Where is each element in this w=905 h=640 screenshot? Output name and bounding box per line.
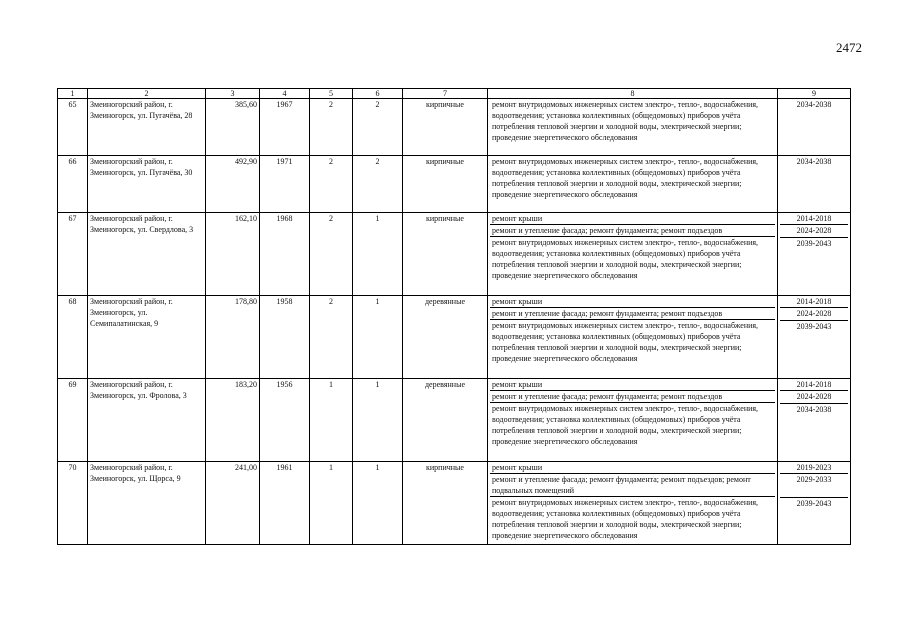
year-cell: 1961 [260, 462, 310, 545]
work-period: 2034-2038 [796, 100, 832, 109]
work-item: ремонт крыши [492, 380, 543, 389]
work-period: 2039-2043 [780, 497, 848, 543]
periods-cell [778, 99, 851, 156]
year-cell: 1971 [260, 156, 310, 213]
works-cell [488, 213, 778, 296]
work-period: 2029-2033 [780, 473, 848, 497]
work-item: ремонт и утепление фасада; ремонт фундамента; ремонт подъездов [490, 224, 775, 236]
address-cell: Змеиногорский район, г. Змеиногорск, ул. Свердлова, 3 [88, 213, 206, 296]
table-row [58, 379, 851, 462]
work-item: ремонт внутридомовых инженерных систем электро-, тепло-, водоснабжения, водоотведения; установка коллективных (общедомовых) приборов учёта потребления тепловой энергии и холодной воды, электрической энергии; проведение энергетического обследования [490, 402, 775, 447]
works-cell [488, 156, 778, 213]
work-period: 2014-2018 [796, 214, 832, 223]
work-item: ремонт крыши [492, 463, 543, 472]
floors-cell: 2 [310, 99, 353, 156]
entrances-cell: 1 [353, 296, 403, 379]
column-header: 9 [778, 89, 851, 99]
work-period: 2034-2038 [796, 157, 832, 166]
table-row [58, 156, 851, 213]
entrances-cell: 2 [353, 99, 403, 156]
row-number: 69 [58, 379, 88, 462]
work-period: 2024-2028 [780, 390, 848, 403]
row-number: 68 [58, 296, 88, 379]
year-cell: 1958 [260, 296, 310, 379]
floors-cell: 1 [310, 462, 353, 545]
entrances-cell: 2 [353, 156, 403, 213]
year-cell: 1967 [260, 99, 310, 156]
floors-cell: 2 [310, 213, 353, 296]
work-period: 2024-2028 [780, 307, 848, 320]
periods-cell [778, 462, 851, 545]
work-item: ремонт крыши [492, 297, 543, 306]
work-item: ремонт крыши [492, 214, 543, 223]
works-cell [488, 379, 778, 462]
area-cell: 178,80 [206, 296, 260, 379]
floors-cell: 2 [310, 296, 353, 379]
wall-material-cell: деревянные [403, 296, 488, 379]
area-cell: 385,60 [206, 99, 260, 156]
column-header: 5 [310, 89, 353, 99]
work-period: 2039-2043 [780, 320, 848, 366]
housing-repair-table [57, 88, 851, 545]
row-number: 67 [58, 213, 88, 296]
work-period: 2014-2018 [796, 380, 832, 389]
periods-cell [778, 213, 851, 296]
address-cell: Змеиногорский район, г. Змеиногорск, ул. Пугачёва, 28 [88, 99, 206, 156]
table-row [58, 213, 851, 296]
area-cell: 241,00 [206, 462, 260, 545]
table-header-row [58, 89, 851, 99]
periods-cell [778, 156, 851, 213]
area-cell: 492,90 [206, 156, 260, 213]
address-cell: Змеиногорский район, г. Змеиногорск, ул. Фролова, 3 [88, 379, 206, 462]
work-item: ремонт внутридомовых инженерных систем электро-, тепло-, водоснабжения, водоотведения; установка коллективных (общедомовых) приборов учёта потребления тепловой энергии и холодной воды, электрической энергии; проведение энергетического обследования [490, 236, 775, 281]
column-header: 2 [88, 89, 206, 99]
floors-cell: 2 [310, 156, 353, 213]
address-cell: Змеиногорский район, г. Змеиногорск, ул. Пугачёва, 30 [88, 156, 206, 213]
wall-material-cell: кирпичные [403, 462, 488, 545]
address-cell: Змеиногорский район, г. Змеиногорск, ул. Семипалатинская, 9 [88, 296, 206, 379]
column-header: 3 [206, 89, 260, 99]
row-number: 70 [58, 462, 88, 545]
column-header: 4 [260, 89, 310, 99]
wall-material-cell: кирпичные [403, 213, 488, 296]
work-period: 2024-2028 [780, 224, 848, 237]
area-cell: 183,20 [206, 379, 260, 462]
column-header: 8 [488, 89, 778, 99]
entrances-cell: 1 [353, 462, 403, 545]
address-cell: Змеиногорский район, г. Змеиногорск, ул. Щорса, 9 [88, 462, 206, 545]
work-period: 2034-2038 [780, 403, 848, 449]
work-period: 2039-2043 [780, 237, 848, 283]
work-item: ремонт и утепление фасада; ремонт фундамента; ремонт подъездов; ремонт подвальных помещений [490, 473, 775, 496]
entrances-cell: 1 [353, 379, 403, 462]
wall-material-cell: кирпичные [403, 99, 488, 156]
row-number: 66 [58, 156, 88, 213]
table-row [58, 296, 851, 379]
work-period: 2014-2018 [796, 297, 832, 306]
table-row [58, 99, 851, 156]
wall-material-cell: деревянные [403, 379, 488, 462]
work-item: ремонт внутридомовых инженерных систем электро-, тепло-, водоснабжения, водоотведения; установка коллективных (общедомовых) приборов учёта потребления тепловой энергии и холодной воды, электрической энергии; проведение энергетического обследования [492, 100, 759, 142]
work-item: ремонт внутридомовых инженерных систем электро-, тепло-, водоснабжения, водоотведения; установка коллективных (общедомовых) приборов учёта потребления тепловой энергии и холодной воды, электрической энергии; проведение энергетического обследования [490, 496, 775, 541]
page-number: 2472 [836, 40, 862, 55]
year-cell: 1956 [260, 379, 310, 462]
column-header: 1 [58, 89, 88, 99]
works-cell [488, 99, 778, 156]
works-cell [488, 462, 778, 545]
floors-cell: 1 [310, 379, 353, 462]
entrances-cell: 1 [353, 213, 403, 296]
column-header: 7 [403, 89, 488, 99]
work-item: ремонт и утепление фасада; ремонт фундамента; ремонт подъездов [490, 307, 775, 319]
wall-material-cell: кирпичные [403, 156, 488, 213]
periods-cell [778, 379, 851, 462]
column-header: 6 [353, 89, 403, 99]
work-item: ремонт внутридомовых инженерных систем электро-, тепло-, водоснабжения, водоотведения; установка коллективных (общедомовых) приборов учёта потребления тепловой энергии и холодной воды, электрической энергии; проведение энергетического обследования [492, 157, 759, 199]
area-cell: 162,10 [206, 213, 260, 296]
row-number: 65 [58, 99, 88, 156]
table-row [58, 462, 851, 545]
periods-cell [778, 296, 851, 379]
work-item: ремонт и утепление фасада; ремонт фундамента; ремонт подъездов [490, 390, 775, 402]
work-item: ремонт внутридомовых инженерных систем электро-, тепло-, водоснабжения, водоотведения; установка коллективных (общедомовых) приборов учёта потребления тепловой энергии и холодной воды, электрической энергии; проведение энергетического обследования [490, 319, 775, 364]
work-period: 2019-2023 [796, 463, 832, 472]
works-cell [488, 296, 778, 379]
year-cell: 1968 [260, 213, 310, 296]
